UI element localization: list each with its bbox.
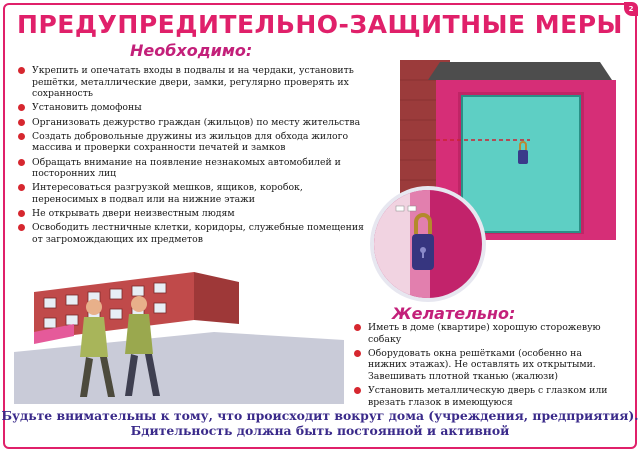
list-item: Интересоваться разгрузкой мешков, ящиков, коробок, переносимых в подвал или на нижние этажи [16, 182, 366, 205]
list-item: Укрепить и опечатать входы в подвалы и на чердаки, установить решётки, металлические двери, замки, регулярно проверять их сохранность [16, 65, 366, 100]
footer-line-2: Бдительность должна быть постоянной и активной [130, 423, 510, 438]
necessary-heading: Необходимо: [130, 41, 253, 60]
door-canopy [428, 62, 612, 80]
bullet-icon [18, 224, 25, 231]
bullet-icon [18, 133, 25, 140]
desirable-heading: Желательно: [392, 304, 516, 323]
bullet-icon [354, 387, 361, 394]
bullet-icon [18, 184, 25, 191]
street-scene-illustration [14, 262, 344, 404]
list-item: Оборудовать окна решётками (особенно на нижних этажах). Не оставлять их открытыми. Завешивать плотной тканью (жалюзи) [352, 348, 614, 383]
bullet-icon [18, 67, 25, 74]
bullet-icon [18, 119, 25, 126]
bullet-icon [18, 210, 25, 217]
list-item: Создать добровольные дружины из жильцов для обхода жилого массива и проверки сохранности печатей и замков [16, 131, 366, 154]
page-number-badge: 2 [624, 2, 638, 16]
footer-note [0, 408, 640, 438]
magnifier-padlock [368, 184, 488, 304]
list-item: Освободить лестничные клетки, коридоры, служебные помещения от загромождающих их предметов [16, 222, 366, 245]
poster-title: ПРЕДУПРЕДИТЕЛЬНО-ЗАЩИТНЫЕ МЕРЫ [17, 10, 623, 39]
necessary-list [16, 65, 366, 248]
list-item: Обращать внимание на появление незнакомых автомобилей и посторонних лиц [16, 157, 366, 180]
bullet-icon [18, 104, 25, 111]
list-item: Установить домофоны [16, 102, 366, 114]
list-item: Иметь в доме (квартире) хорошую сторожевую собаку [352, 322, 614, 345]
bullet-icon [354, 350, 361, 357]
list-item: Не открывать двери неизвестным людям [16, 208, 366, 220]
list-item: Установить металлическую дверь с глазком или врезать глазок в имеющуюся [352, 385, 614, 408]
small-padlock-icon [518, 150, 528, 164]
footer-line-1: Будьте внимательны к тому, что происходит вокруг дома (учреждения, предприятия). [1, 408, 639, 423]
list-item: Организовать дежурство граждан (жильцов) по месту жительства [16, 117, 366, 129]
bullet-icon [18, 159, 25, 166]
desirable-list [352, 322, 614, 411]
bullet-icon [354, 324, 361, 331]
